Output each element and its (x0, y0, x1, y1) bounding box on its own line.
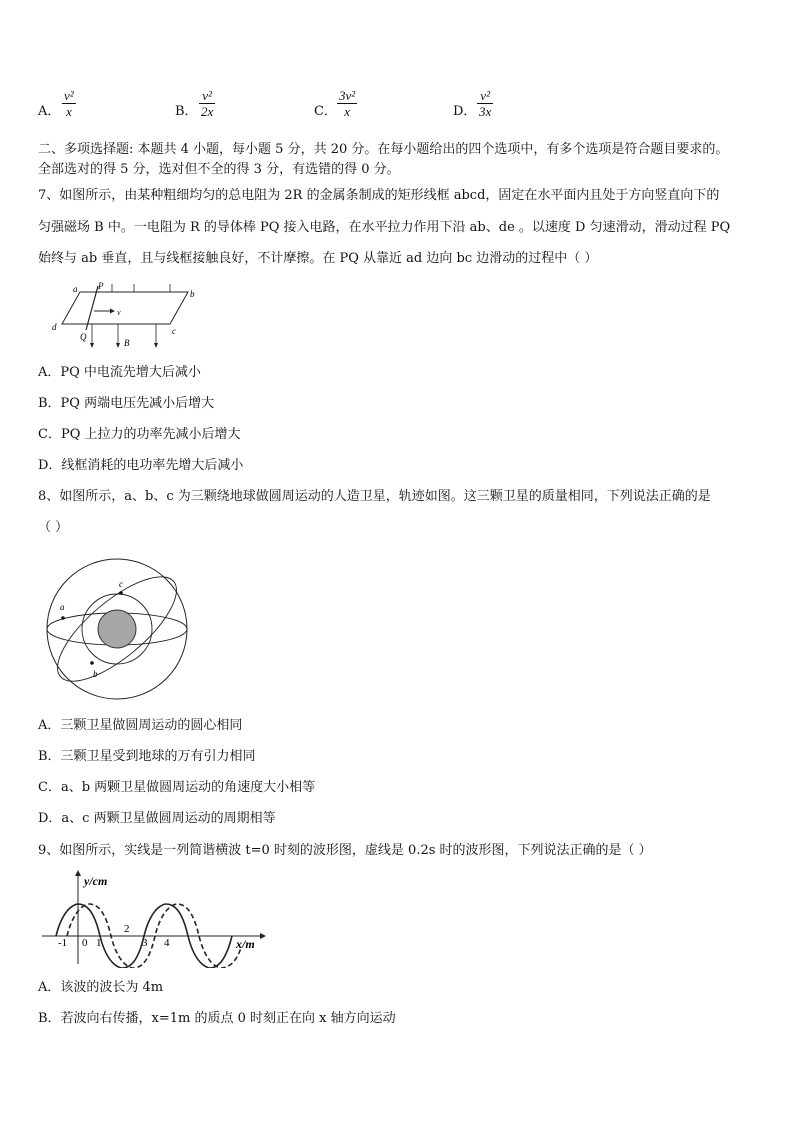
arrowhead-icon (110, 309, 115, 314)
label-a: a (73, 284, 78, 294)
satellite-a-dot (61, 616, 65, 620)
q8-option-c: C．a、b 两颗卫星做圆周运动的角速度大小相等 (38, 780, 316, 795)
label-b: b (93, 669, 98, 679)
label-b: b (190, 289, 195, 299)
earth-icon (98, 610, 136, 648)
q6-option-a-label: A． (38, 104, 61, 119)
q7-stem-line1: 7、如图所示，由某种粗细均匀的总电阻为 2R 的金属条制成的矩形线框 abcd，固定在水平面内且处于方向竖直向下的 (38, 188, 720, 203)
q6-option-d-fraction (477, 88, 493, 119)
fraction-denominator: x (344, 104, 350, 119)
q6-option-b-fraction (199, 88, 215, 119)
satellite-b-dot (90, 661, 94, 665)
q7-stem-line3: 始终与 ab 垂直，且与线框接触良好，不计摩擦。在 PQ 从靠近 ad 边向 bc 边滑动的过程中（ ） (38, 251, 598, 266)
tick-label: -1 (58, 937, 68, 949)
arrowhead-icon (75, 870, 81, 876)
q7-circuit-figure (40, 280, 200, 352)
q8-option-a: A．三颗卫星做圆周运动的圆心相同 (38, 718, 243, 733)
y-axis-label: y/cm (84, 874, 108, 888)
arrowhead-icon (90, 343, 94, 348)
arrowhead-icon (116, 343, 120, 348)
tick-label: 1 (96, 937, 102, 949)
tick-label: 4 (164, 937, 170, 949)
label-a: a (60, 602, 65, 612)
q9-wave-figure (38, 868, 268, 968)
label-b-field: B (124, 338, 130, 348)
tick-label: 3 (142, 937, 148, 949)
q7-option-c: C．PQ 上拉力的功率先减小后增大 (38, 427, 241, 442)
satellite-c-dot (119, 591, 123, 595)
tick-label: 0 (82, 937, 88, 949)
arrowhead-icon (154, 343, 158, 348)
fraction-numerator: 3v² (339, 88, 356, 103)
section2-heading-line2: 全部选对的得 5 分，选对但不全的得 3 分，有选错的得 0 分。 (38, 162, 400, 177)
q6-option-a-fraction (62, 88, 76, 119)
q9-option-a: A．该波的波长为 4m (38, 980, 164, 995)
fraction-denominator: 3x (479, 104, 492, 119)
q6-option-b-label: B． (175, 104, 198, 119)
q6-option-d-label: D． (453, 104, 477, 119)
q7-option-a: A．PQ 中电流先增大后减小 (38, 365, 201, 380)
q9-stem-line1: 9、如图所示，实线是一列简谐横波 t=0 时刻的波形图，虚线是 0.2s 时的波形图，下列说法正确的是（ ） (38, 843, 652, 858)
rod-pq (86, 286, 98, 330)
label-v: v (117, 308, 121, 317)
frame-rectangle (62, 292, 188, 324)
fraction-numerator: v² (64, 88, 74, 103)
label-d: d (52, 322, 57, 332)
q7-option-b: B．PQ 两端电压先减小后增大 (38, 396, 215, 411)
q8-orbit-figure (42, 556, 194, 706)
label-c: c (119, 579, 123, 589)
q8-option-b: B．三颗卫星受到地球的万有引力相同 (38, 749, 256, 764)
fraction-numerator: v² (202, 88, 212, 103)
tick-label: 2 (124, 923, 130, 935)
q8-stem-line1: 8、如图所示，a、b、c 为三颗绕地球做圆周运动的人造卫星，轨迹如图。这三颗卫星的质量相同，下列说法正确的是 (38, 489, 711, 504)
q8-stem-line2: （ ） (38, 520, 69, 535)
label-c: c (172, 326, 176, 336)
q8-option-d: D．a、c 两颗卫星做圆周运动的周期相等 (38, 811, 276, 826)
q6-option-c-label: C． (314, 104, 337, 119)
label-q: Q (80, 332, 87, 342)
x-axis-label: x/m (236, 937, 255, 951)
section2-heading-line1: 二、多项选择题: 本题共 4 小题，每小题 5 分，共 20 分。在每小题给出的四个选项中，有多个选项是符合题目要求的。 (38, 142, 729, 157)
arrowhead-icon (260, 933, 266, 939)
fraction-numerator: v² (480, 88, 490, 103)
fraction-denominator: 2x (201, 104, 214, 119)
fraction-denominator: x (65, 104, 72, 119)
q9-option-b: B．若波向右传播，x=1m 的质点 0 时刻正在向 x 轴方向运动 (38, 1011, 396, 1026)
q7-option-d: D．线框消耗的电功率先增大后减小 (38, 458, 244, 473)
q7-stem-line2: 匀强磁场 B 中。一电阻为 R 的导体棒 PQ 接入电路，在水平拉力作用下沿 ab、de 。以速度 D 匀速滑动，滑动过程 PQ (38, 220, 731, 235)
q6-option-c-fraction (337, 88, 357, 119)
label-p: P (98, 281, 104, 291)
